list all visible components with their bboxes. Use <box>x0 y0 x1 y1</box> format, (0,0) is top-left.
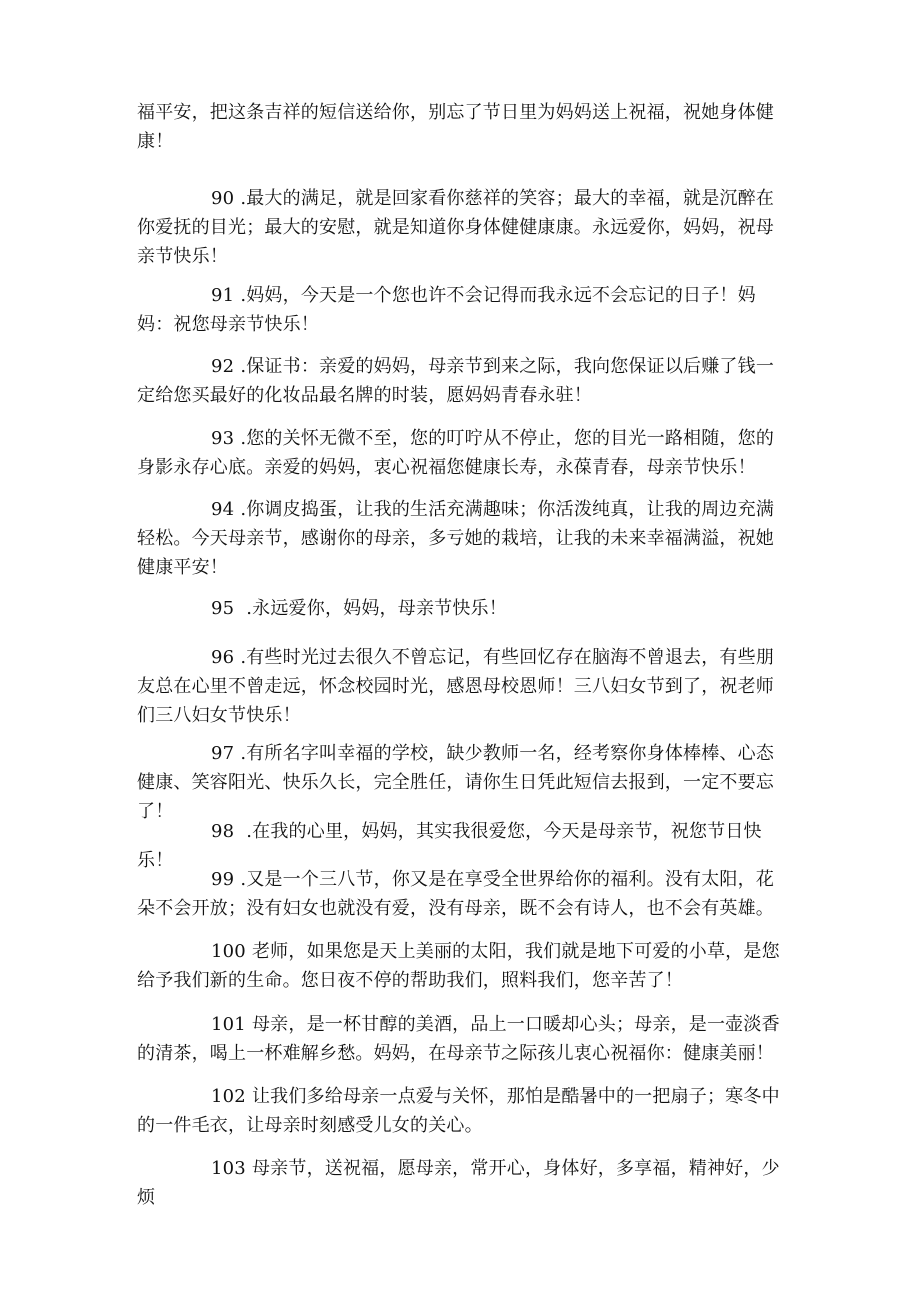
paragraph-number: 90 <box>211 188 235 209</box>
paragraph-92 <box>137 352 787 410</box>
paragraph-number: 97 <box>211 743 235 764</box>
paragraph-text: 母亲，是一杯甘醇的美酒，品上一口暖却心头；母亲，是一壶淡香的清茶，喝上一杯难解乡愁。妈妈，在母亲节之际孩儿衷心祝福你：健康美丽！ <box>137 1014 780 1064</box>
paragraph-number: 99 <box>211 869 235 890</box>
paragraph-100 <box>137 937 787 995</box>
paragraph-text: .有所名字叫幸福的学校，缺少教师一名，经考察你身体棒棒、心态健康、笑容阳光、快乐久长，完全胜任，请你生日凭此短信去报到，一定不要忘了！ <box>137 743 775 822</box>
paragraph-text: .你调皮捣蛋，让我的生活充满趣味；你活泼纯真，让我的周边充满轻松。今天母亲节，感谢你的母亲，多亏她的栽培，让我的未来幸福满溢，祝她健康平安！ <box>137 499 775 578</box>
paragraph-text: 老师，如果您是天上美丽的太阳，我们就是地下可爱的小草，是您给予我们新的生命。您日夜不停的帮助我们，照料我们，您辛苦了！ <box>137 941 780 991</box>
paragraph-91 <box>137 281 787 339</box>
paragraph-103 <box>137 1154 787 1212</box>
paragraph-text: 福平安，把这条吉祥的短信送给你，别忘了节日里为妈妈送上祝福，祝她身体健康！ <box>137 102 774 152</box>
paragraph-95 <box>137 594 787 623</box>
paragraph-number: 102 <box>211 1086 246 1107</box>
paragraph-90 <box>137 184 787 271</box>
paragraph-96 <box>137 643 787 730</box>
paragraph-number: 103 <box>211 1158 246 1179</box>
paragraph-text: 让我们多给母亲一点爱与关怀，那怕是酷暑中的一把扇子；寒冬中的一件毛衣，让母亲时刻感受儿女的关心。 <box>137 1086 780 1136</box>
paragraph-text: .妈妈，今天是一个您也许不会记得而我永远不会忘记的日子！妈妈：祝您母亲节快乐！ <box>137 285 756 335</box>
paragraph-text: .又是一个三八节，你又是在享受全世界给你的福利。没有太阳，花朵不会开放；没有妇女也就没有爱，没有母亲，既不会有诗人，也不会有英雄。 <box>137 869 775 919</box>
paragraph-number: 100 <box>211 941 246 962</box>
paragraph-number: 101 <box>211 1014 246 1035</box>
paragraph-text: .最大的满足，就是回家看你慈祥的笑容；最大的幸福，就是沉醉在你爱抚的目光；最大的安慰，就是知道你身体健健康康。永远爱你，妈妈，祝母亲节快乐！ <box>137 188 775 267</box>
paragraph-101 <box>137 1010 787 1068</box>
paragraph-text: .有些时光过去很久不曾忘记，有些回忆存在脑海不曾退去，有些朋友总在心里不曾走远，怀念校园时光，感恩母校恩师！三八妇女节到了，祝老师们三八妇女节快乐！ <box>137 647 775 726</box>
paragraph-102 <box>137 1082 787 1140</box>
paragraph-number: 94 <box>211 499 235 520</box>
paragraph-number: 98 <box>211 821 235 842</box>
paragraph-99 <box>137 865 787 923</box>
paragraph-number: 91 <box>211 285 235 306</box>
paragraph-continuation <box>137 98 787 156</box>
paragraph-text: .永远爱你，妈妈，母亲节快乐！ <box>240 598 507 619</box>
paragraph-number: 96 <box>211 647 235 668</box>
paragraph-text: 母亲节，送祝福，愿母亲，常开心，身体好，多享福，精神好，少烦 <box>137 1158 780 1208</box>
paragraph-text: .在我的心里，妈妈，其实我很爱您，今天是母亲节，祝您节日快乐！ <box>137 821 762 871</box>
paragraph-94 <box>137 495 787 582</box>
paragraph-93 <box>137 424 787 482</box>
paragraph-number: 93 <box>211 428 235 449</box>
paragraph-text: .保证书：亲爱的妈妈，母亲节到来之际，我向您保证以后赚了钱一定给您买最好的化妆品最名牌的时装，愿妈妈青春永驻！ <box>137 356 775 406</box>
paragraph-97 <box>137 739 787 826</box>
paragraph-number: 92 <box>211 356 235 377</box>
paragraph-text: .您的关怀无微不至，您的叮咛从不停止，您的目光一路相随，您的身影永存心底。亲爱的妈妈，衷心祝福您健康长寿，永葆青春，母亲节快乐！ <box>137 428 775 478</box>
paragraph-number: 95 <box>211 598 235 619</box>
